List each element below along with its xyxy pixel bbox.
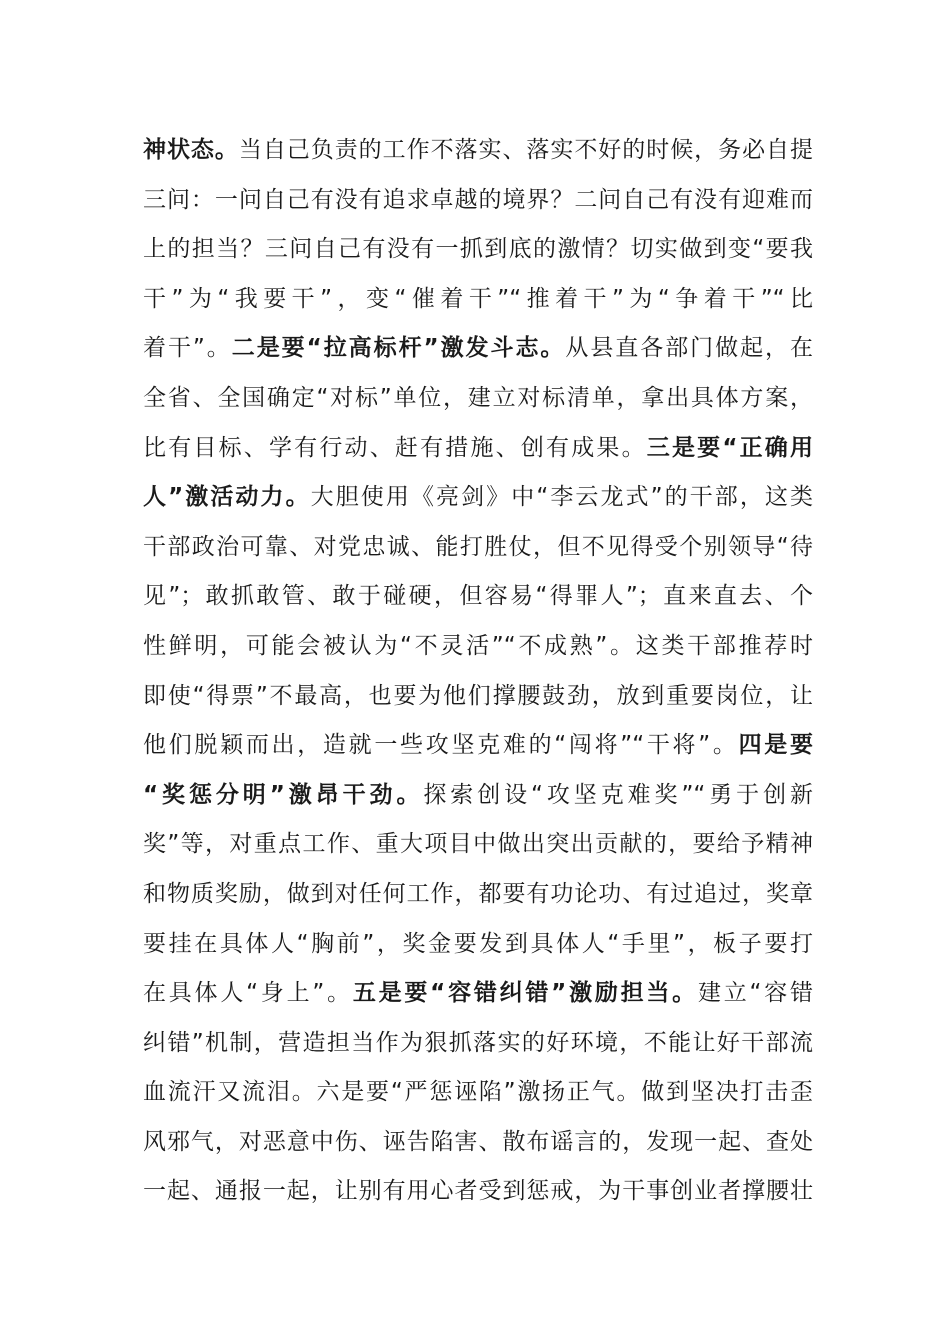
text-run: 血流汗又流泪。六是要“严惩诬陷”激扬正气。做到坚决打击歪 <box>143 1079 813 1106</box>
text-run: 人”激活动力。 <box>143 484 311 511</box>
text-line <box>143 820 813 870</box>
text-line <box>143 473 813 523</box>
text-line <box>143 771 813 821</box>
text-line <box>143 324 813 374</box>
text-run: 三问：一问自己有没有追求卓越的境界？二问自己有没有迎难而 <box>143 186 813 213</box>
text-line <box>143 523 813 573</box>
text-run: 上的担当？三问自己有没有一抓到底的激情？切实做到变“要我 <box>143 236 813 263</box>
text-run: 见”；敢抓敢管、敢于碰硬，但容易“得罪人”；直来直去、个 <box>143 583 813 610</box>
text-run: 要挂在具体人“胸前”，奖金要发到具体人“手里”，板子要打 <box>143 930 813 957</box>
text-run: 神状态。 <box>143 137 239 163</box>
text-run: 他们脱颖而出，造就一些攻坚克难的“闯将”“干将”。 <box>143 732 739 759</box>
text-line <box>143 374 813 424</box>
text-run: 即使“得票”不最高，也要为他们撑腰鼓劲，放到重要岗位，让 <box>143 682 813 709</box>
text-run: 大胆使用《亮剑》中“李云龙式”的干部，这类 <box>310 484 813 511</box>
text-line <box>143 572 813 622</box>
text-line <box>143 969 813 1019</box>
text-run: 干”为“我要干”，变“催着干”“推着干”为“争着干”“比 <box>143 285 813 312</box>
body-paragraph <box>143 126 813 1217</box>
text-line <box>143 622 813 672</box>
text-run: 比有目标、学有行动、赶有措施、创有成果。 <box>143 434 647 461</box>
text-run: 风邪气，对恶意中伤、诬告陷害、散布谣言的，发现一起、查处 <box>143 1128 813 1155</box>
text-line <box>143 920 813 970</box>
text-run: 一起、通报一起，让别有用心者受到惩戒，为干事创业者撑腰壮 <box>143 1178 813 1205</box>
text-run: 三是要“正确用 <box>646 434 813 461</box>
text-line <box>143 1068 813 1118</box>
text-run: 探索创设“攻坚克难奖”“勇于创新 <box>423 781 813 808</box>
text-run: 五是要“容错纠错”激励担当。 <box>352 980 698 1007</box>
text-line <box>143 672 813 722</box>
text-line <box>143 275 813 325</box>
text-run: 纠错”机制，营造担当作为狠抓落实的好环境，不能让好干部流 <box>143 1029 813 1056</box>
text-run: 着干”。 <box>143 335 232 362</box>
text-line <box>143 870 813 920</box>
text-run: 当自己负责的工作不落实、落实不好的时候，务必自提 <box>238 137 814 163</box>
text-run: 二是要“拉高标杆”激发斗志。 <box>231 335 566 362</box>
text-line <box>143 721 813 771</box>
text-line <box>143 1167 813 1217</box>
text-run: 四是要 <box>738 732 814 759</box>
text-line <box>143 225 813 275</box>
text-run: “奖惩分明”激昂干劲。 <box>143 781 424 808</box>
text-run: 和物质奖励，做到对任何工作，都要有功论功、有过追过，奖章 <box>143 880 813 907</box>
text-run: 建立“容错 <box>697 980 813 1007</box>
text-run: 全省、全国确定“对标”单位，建立对标清单，拿出具体方案， <box>143 384 813 411</box>
text-line <box>143 176 813 226</box>
text-run: 奖”等，对重点工作、重大项目中做出突出贡献的，要给予精神 <box>143 831 813 858</box>
text-run: 性鲜明，可能会被认为“不灵活”“不成熟”。这类干部推荐时 <box>143 632 813 659</box>
text-line <box>143 1019 813 1069</box>
text-line <box>143 126 813 176</box>
text-run: 从县直各部门做起，在 <box>565 335 814 362</box>
text-run: 干部政治可靠、对党忠诚、能打胜仗，但不见得受个别领导“待 <box>143 533 813 560</box>
text-run: 在具体人“身上”。 <box>143 980 353 1007</box>
text-line <box>143 1118 813 1168</box>
text-line <box>143 424 813 474</box>
